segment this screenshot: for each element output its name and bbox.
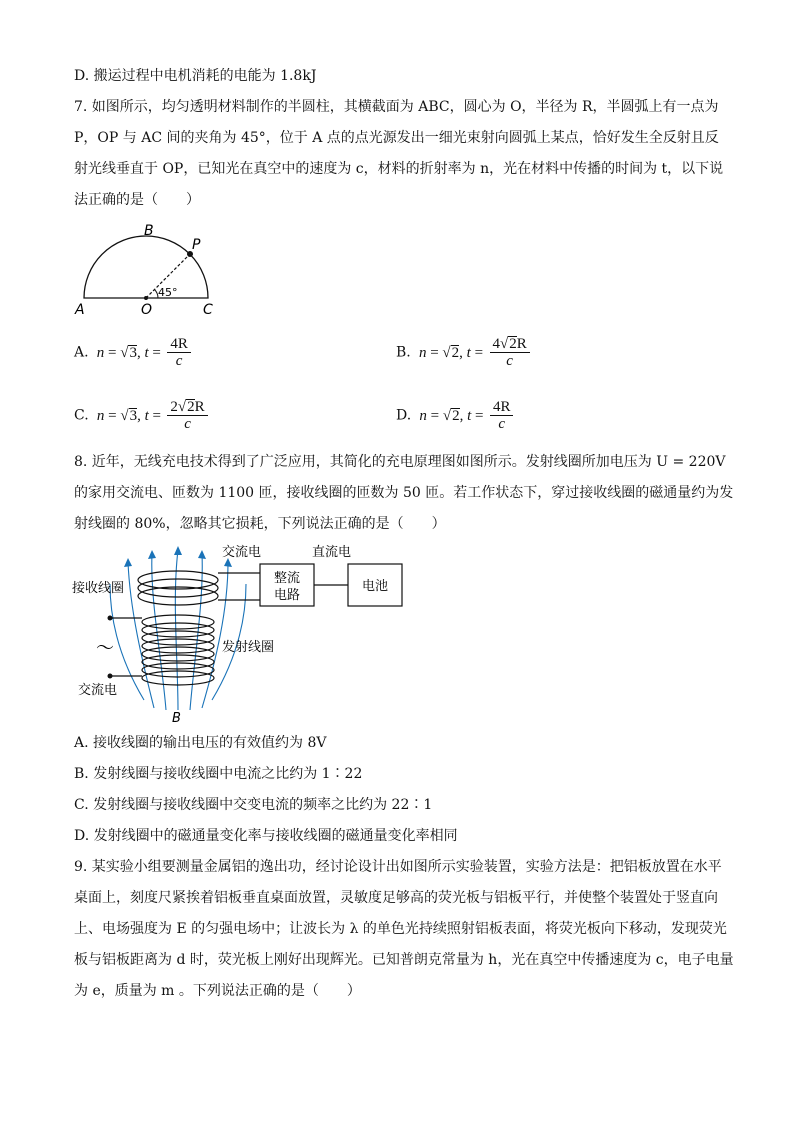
q7-line: 法正确的是（ ） [74,192,200,208]
label-a: A [75,302,85,318]
label-b-field: B [172,711,181,726]
field-arrowheads [124,546,232,567]
q7-option-d: D. n = √2, t = $\frac{4R}{c}$ [396,399,513,432]
transmit-coil-turns [142,615,214,685]
label-o: O [141,302,153,318]
magnetic-field-lines [110,550,246,710]
label-rectifier-1: 整流 [274,571,301,586]
q8-option-a: A. 接收线圈的输出电压的有效值约为 8V [74,735,327,751]
q7-line: 7. 如图所示，均匀透明材料制作的半圆柱，其横截面为 ABC，圆心为 O，半径为 R，半圆弧上有一点为 [74,99,719,115]
label-ac-bottom: 交流电 [78,683,118,698]
semicircle-outline [84,236,208,298]
q8-line: 8. 近年，无线充电技术得到了广泛应用，其简化的充电原理图如图所示。发射线圈所加电压为 U = 220V [74,454,726,470]
q7-option-a: A. n = √3, t = $\frac{4R}{c}$ [74,336,191,369]
q8-option-d: D. 发射线圈中的磁通量变化率与接收线圈的磁通量变化率相同 [74,828,458,844]
label-rectifier-2: 电路 [274,588,301,603]
q9-line: 9. 某实验小组要测量金属铝的逸出功，经讨论设计出如图所示实验装置，实验方法是：把铝板放置在水平 [74,859,722,875]
q6-option-d: D. 搬运过程中电机消耗的电能为 1.8kJ [74,68,317,84]
label-ac-top: 交流电 [222,545,262,560]
q7-line: P，OP 与 AC 间的夹角为 45°，位于 A 点的点光源发出一细光束射向圆弧上某点，恰好发生全反射且反 [74,130,719,146]
label-b: B [144,223,154,239]
q8-option-b: B. 发射线圈与接收线圈中电流之比约为 1∶22 [74,766,363,782]
label-angle: 45° [158,286,178,299]
q9-line: 桌面上，刻度尺紧挨着铝板垂直桌面放置，灵敏度足够高的荧光板与铝板平行，并使整个装置处于竖直向 [74,890,718,906]
fraction: $\frac{2√2R}{c}$ [167,399,207,432]
label-dc-top: 直流电 [312,545,352,560]
q8-line: 射线圈的 80%，忽略其它损耗，下列说法正确的是（ ） [74,516,446,532]
label-c: C [203,302,213,318]
q9-line: 板与铝板距离为 d 时，荧光板上刚好出现辉光。已知普朗克常量为 h，光在真空中传播速度为 c，电子电量 [74,952,734,968]
q9-line: 为 e，质量为 m 。下列说法正确的是（ ） [74,983,361,999]
label-tilde: ～ [96,638,114,659]
label-p: P [192,237,201,253]
terminal-top [108,616,113,621]
fraction: $\frac{4R}{c}$ [490,399,514,432]
q8-line: 的家用交流电、匝数为 1100 匝，接收线圈的匝数为 50 匝。若工作状态下，穿过接收线圈的磁通量约为发 [74,485,734,501]
terminal-bottom [108,674,113,679]
q7-semicircle-figure [70,218,230,320]
q9-line: 上、电场强度为 E 的匀强电场中；让波长为 λ 的单色光持续照射铝板表面，将荧光板向下移动，发现荧光 [74,921,727,937]
point-o [144,296,148,300]
fraction: $\frac{4√2R}{c}$ [490,336,530,369]
receive-coil-turns [138,571,218,605]
q7-option-c: C. n = √3, t = $\frac{2√2R}{c}$ [74,399,208,432]
q7-line: 射光线垂直于 OP，已知光在真空中的速度为 c，材料的折射率为 n，光在材料中传播的时间为 t，以下说 [74,161,724,177]
q8-wireless-charging-figure [70,540,410,728]
label-receive-coil: 接收线圈 [72,581,125,596]
q7-option-b: B. n = √2, t = $\frac{4√2R}{c}$ [396,336,530,369]
q8-option-c: C. 发射线圈与接收线圈中交变电流的频率之比约为 22∶1 [74,797,433,813]
label-transmit-coil: 发射线圈 [222,640,275,655]
fraction: $\frac{4R}{c}$ [167,336,191,369]
label-battery: 电池 [362,579,389,594]
